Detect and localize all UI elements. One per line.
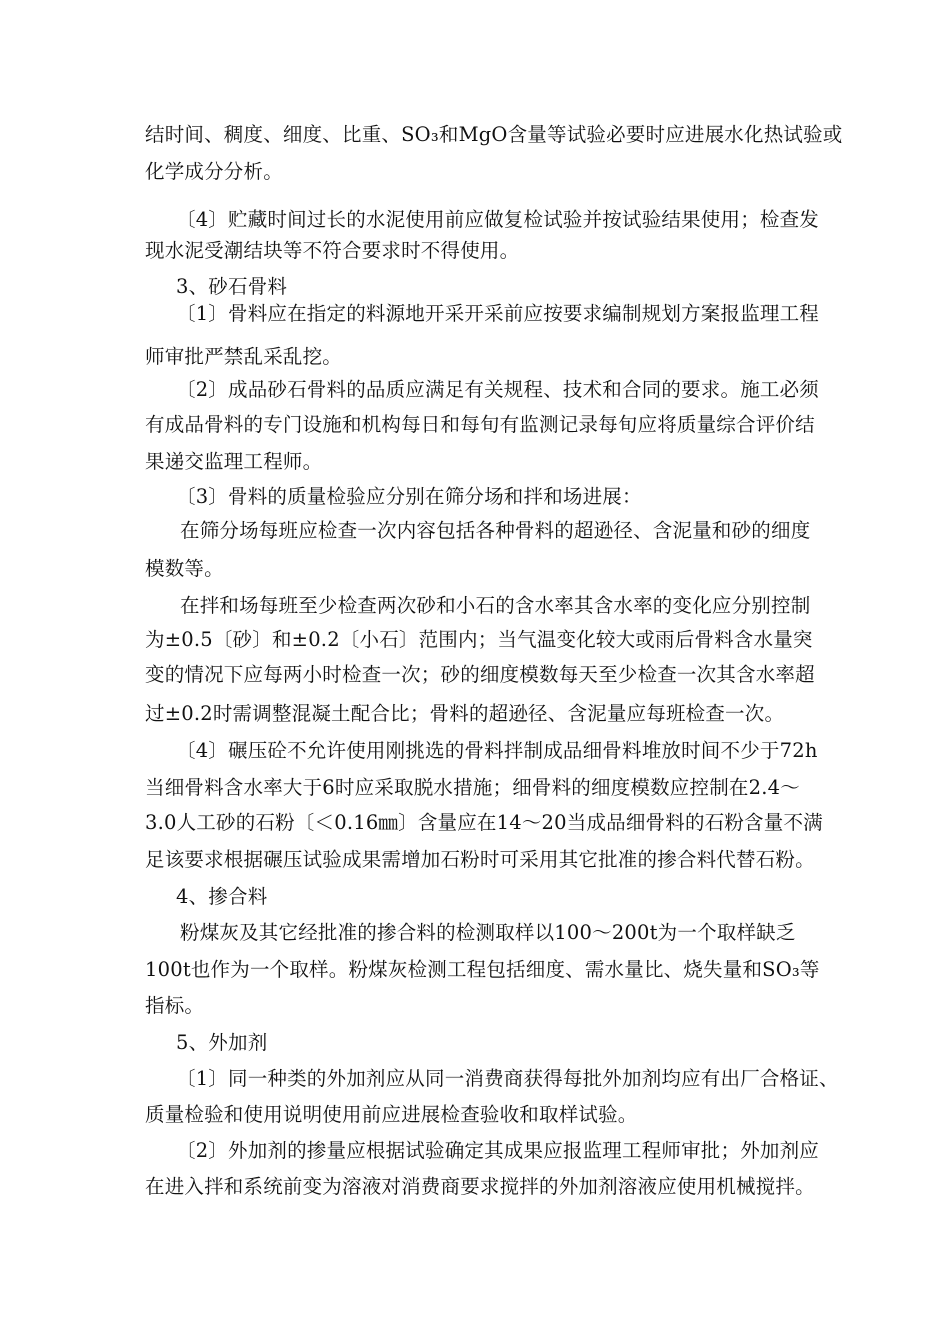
- text-line: 化学成分分析。: [145, 160, 283, 183]
- text-line: 〔4〕碾压砼不允许使用刚挑选的骨料拌制成品细骨料堆放时间不少于72h: [176, 739, 818, 762]
- text-line: 〔2〕外加剂的掺量应根据试验确定其成果应报监理工程师审批；外加剂应: [176, 1139, 820, 1162]
- text-line: 师审批严禁乱采乱挖。: [145, 345, 343, 368]
- text-line: 模数等。: [145, 557, 224, 580]
- text-line: 有成品骨料的专门设施和机构每日和每旬有监测记录每旬应将质量综合评价结: [145, 413, 815, 436]
- text-line: 结时间、稠度、细度、比重、SO₃和MgO含量等试验必要时应进展水化热试验或: [145, 123, 843, 146]
- text-line: 现水泥受潮结块等不符合要求时不得使用。: [145, 239, 520, 262]
- text-line: 〔1〕骨料应在指定的料源地开采开采前应按要求编制规划方案报监理工程: [176, 302, 820, 325]
- text-line: 〔1〕同一种类的外加剂应从同一消费商获得每批外加剂均应有出厂合格证、: [176, 1067, 839, 1090]
- text-line: 粉煤灰及其它经批准的掺合料的检测取样以100～200t为一个取样缺乏: [180, 921, 796, 944]
- text-line: 在进入拌和系统前变为溶液对消费商要求搅拌的外加剂溶液应使用机械搅拌。: [145, 1175, 815, 1198]
- text-line: 果递交监理工程师。: [145, 450, 323, 473]
- text-line: 3.0人工砂的石粉〔＜0.16㎜〕含量应在14～20当成品细骨料的石粉含量不满: [145, 811, 823, 834]
- text-line: 足该要求根据碾压试验成果需增加石粉时可采用其它批准的掺合料代替石粉。: [145, 848, 815, 871]
- text-line: 〔2〕成品砂石骨料的品质应满足有关规程、技术和合同的要求。施工必须: [176, 378, 820, 401]
- text-line: 变的情况下应每两小时检查一次；砂的细度模数每天至少检查一次其含水率超: [145, 663, 815, 686]
- section-heading: 3、砂石骨料: [176, 275, 288, 298]
- text-line: 指标。: [145, 994, 205, 1017]
- text-line: 在拌和场每班至少检查两次砂和小石的含水率其含水率的变化应分别控制: [180, 594, 811, 617]
- text-line: 在筛分场每班应检查一次内容包括各种骨料的超逊径、含泥量和砂的细度: [180, 519, 811, 542]
- text-line: 100t也作为一个取样。粉煤灰检测工程包括细度、需水量比、烧失量和SO₃等: [145, 958, 820, 981]
- section-heading: 5、外加剂: [176, 1031, 268, 1054]
- text-line: 为±0.5〔砂〕和±0.2〔小石〕范围内；当气温变化较大或雨后骨料含水量突: [145, 628, 813, 651]
- text-line: 〔4〕贮藏时间过长的水泥使用前应做复检试验并按试验结果使用；检查发: [176, 208, 820, 231]
- text-line: 质量检验和使用说明使用前应进展检查验收和取样试验。: [145, 1103, 638, 1126]
- text-line: 当细骨料含水率大于6时应采取脱水措施；细骨料的细度模数应控制在2.4～: [145, 776, 800, 799]
- section-heading: 4、掺合料: [176, 885, 268, 908]
- text-line: 过±0.2时需调整混凝土配合比；骨料的超逊径、含泥量应每班检查一次。: [145, 702, 785, 725]
- text-line: 〔3〕骨料的质量检验应分别在筛分场和拌和场进展：: [176, 485, 642, 508]
